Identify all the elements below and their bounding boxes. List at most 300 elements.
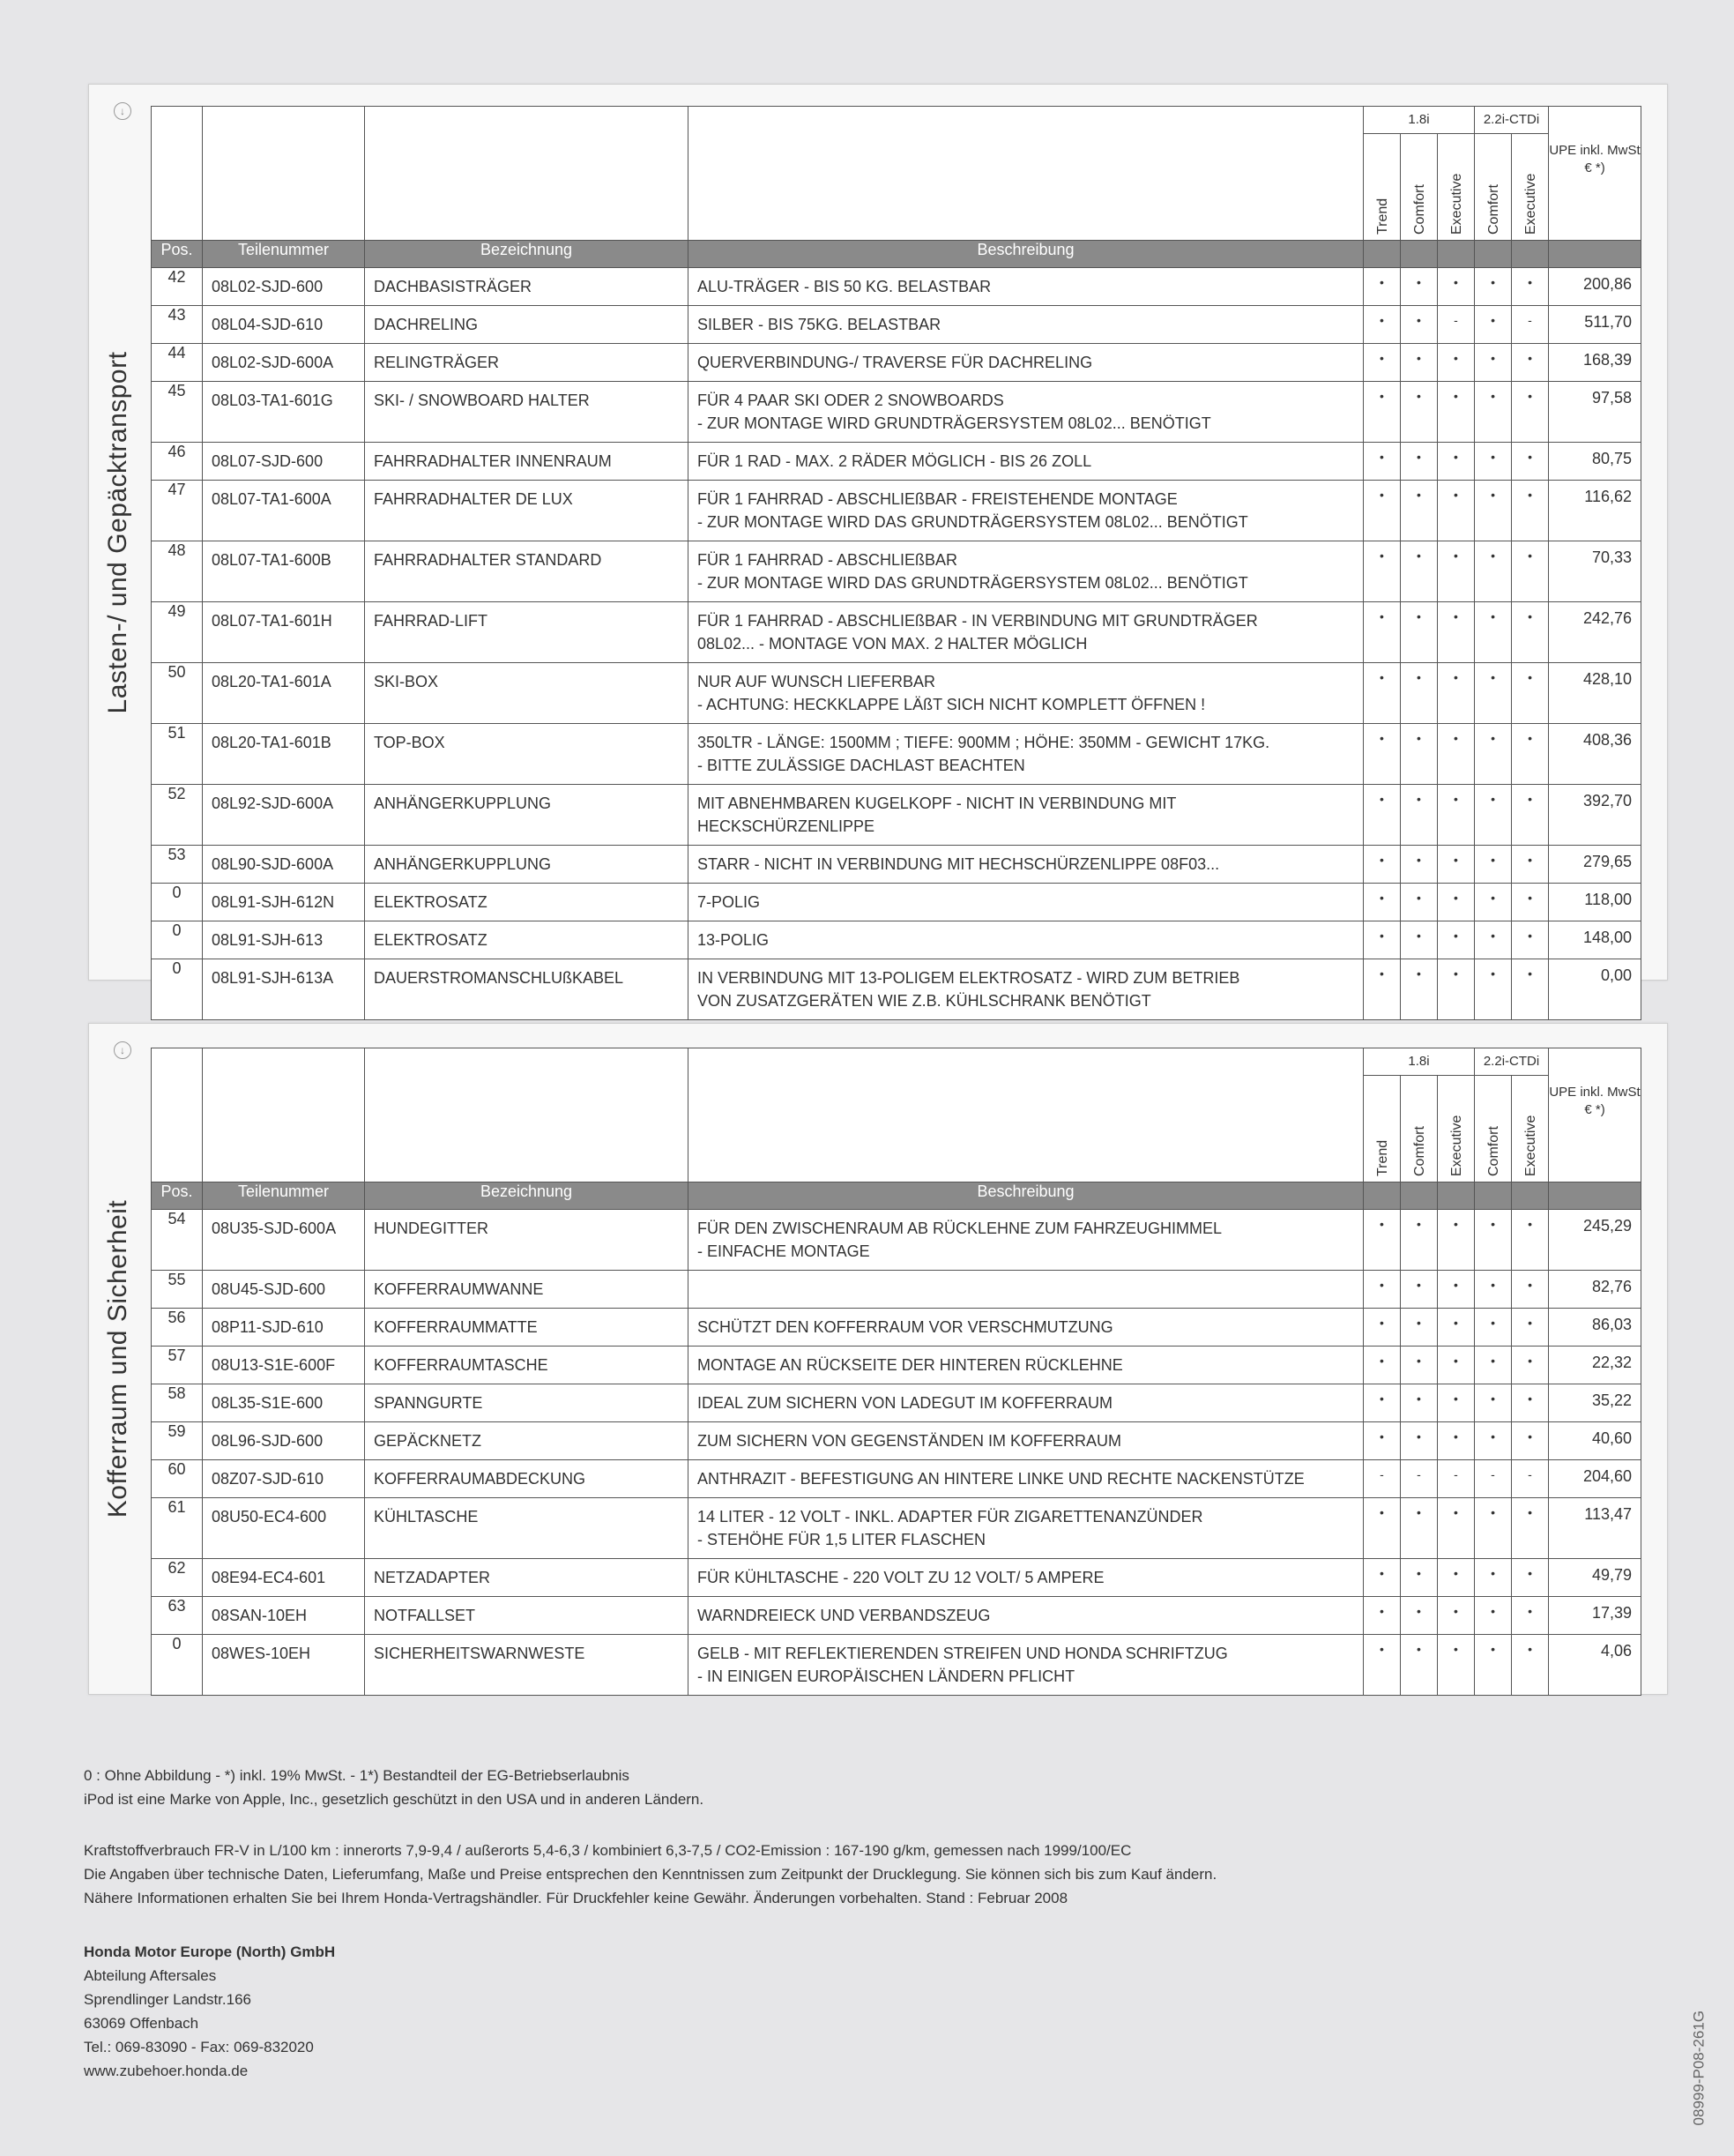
availability-mark: •: [1401, 1422, 1438, 1460]
table-row: [152, 344, 1641, 382]
availability-mark: •: [1512, 1384, 1549, 1422]
pos-cell: 54: [152, 1210, 203, 1271]
variant-label: Comfort: [1485, 1126, 1501, 1176]
availability-mark: •: [1401, 724, 1438, 785]
pos-cell: 57: [152, 1347, 203, 1384]
availability-mark: •: [1364, 884, 1401, 921]
designation-cell: FAHRRADHALTER STANDARD: [365, 541, 688, 602]
variant-label: Comfort: [1411, 1126, 1427, 1176]
table-row: [152, 1271, 1641, 1309]
availability-mark: •: [1401, 268, 1438, 306]
availability-mark: •: [1438, 1559, 1475, 1597]
availability-mark: •: [1438, 884, 1475, 921]
part-number-cell: 08L02-SJD-600: [203, 268, 365, 306]
price-cell: 113,47: [1549, 1498, 1641, 1559]
part-number-cell: 08P11-SJD-610: [203, 1309, 365, 1347]
availability-mark: •: [1401, 846, 1438, 884]
availability-mark: •: [1475, 724, 1512, 785]
price-header: UPE inkl. MwSt € *): [1549, 1048, 1641, 1182]
table-row: [152, 1498, 1641, 1559]
description-cell: FÜR 4 PAAR SKI ODER 2 SNOWBOARDS - ZUR MONTAGE WIRD GRUNDTRÄGERSYSTEM 08L02... BENÖTIGT: [688, 382, 1364, 443]
pos-cell: 52: [152, 785, 203, 846]
part-number-cell: 08L91-SJH-612N: [203, 884, 365, 921]
price-cell: 35,22: [1549, 1384, 1641, 1422]
availability-mark: •: [1475, 1347, 1512, 1384]
availability-mark: •: [1438, 1347, 1475, 1384]
availability-mark: •: [1401, 1210, 1438, 1271]
availability-mark: •: [1438, 1498, 1475, 1559]
pos-cell: 46: [152, 443, 203, 481]
availability-mark: •: [1512, 785, 1549, 846]
price-cell: 279,65: [1549, 846, 1641, 884]
description-cell: 14 LITER - 12 VOLT - INKL. ADAPTER FÜR ZIGARETTENANZÜNDER - STEHÖHE FÜR 1,5 LITER FLASCHEN: [688, 1498, 1364, 1559]
availability-mark: •: [1438, 602, 1475, 663]
availability-mark: •: [1475, 785, 1512, 846]
designation-cell: KÜHLTASCHE: [365, 1498, 688, 1559]
availability-mark: •: [1438, 1271, 1475, 1309]
pos-cell: 43: [152, 306, 203, 344]
description-cell: FÜR DEN ZWISCHENRAUM AB RÜCKLEHNE ZUM FAHRZEUGHIMMEL - EINFACHE MONTAGE: [688, 1210, 1364, 1271]
designation-cell: DAUERSTROMANSCHLUßKABEL: [365, 959, 688, 1020]
engine-group-label: 1.8i: [1364, 107, 1475, 134]
description-cell: FÜR 1 FAHRRAD - ABSCHLIEßBAR - IN VERBINDUNG MIT GRUNDTRÄGER 08L02... - MONTAGE VON MAX. 2 HALTER MÖGLICH: [688, 602, 1364, 663]
availability-mark: •: [1475, 481, 1512, 541]
column-header: Bezeichnung: [365, 241, 688, 268]
table-row: [152, 382, 1641, 443]
pos-cell: 63: [152, 1597, 203, 1635]
description-cell: IDEAL ZUM SICHERN VON LADEGUT IM KOFFERRAUM: [688, 1384, 1364, 1422]
availability-mark: •: [1364, 306, 1401, 344]
designation-cell: DACHBASISTRÄGER: [365, 268, 688, 306]
availability-mark: •: [1438, 663, 1475, 724]
section-card-transport: [88, 84, 1668, 1010]
company-name: Honda Motor Europe (North) GmbH: [84, 1943, 336, 1960]
table-row: [152, 921, 1641, 959]
availability-mark: •: [1364, 846, 1401, 884]
availability-mark: •: [1364, 443, 1401, 481]
availability-mark: •: [1364, 602, 1401, 663]
description-cell: 7-POLIG: [688, 884, 1364, 921]
designation-cell: SKI-BOX: [365, 663, 688, 724]
part-number-cell: 08WES-10EH: [203, 1635, 365, 1696]
availability-mark: •: [1401, 1271, 1438, 1309]
availability-mark: -: [1512, 306, 1549, 344]
availability-mark: •: [1475, 959, 1512, 1020]
pos-cell: 0: [152, 1635, 203, 1696]
pos-cell: 59: [152, 1422, 203, 1460]
availability-mark: •: [1438, 846, 1475, 884]
price-cell: 408,36: [1549, 724, 1641, 785]
availability-mark: •: [1401, 344, 1438, 382]
part-number-cell: 08U13-S1E-600F: [203, 1347, 365, 1384]
availability-mark: •: [1475, 921, 1512, 959]
table-row: [152, 663, 1641, 724]
designation-cell: ANHÄNGERKUPPLUNG: [365, 785, 688, 846]
table-row: [152, 1210, 1641, 1271]
part-number-cell: 08U35-SJD-600A: [203, 1210, 365, 1271]
availability-mark: -: [1438, 306, 1475, 344]
availability-mark: •: [1475, 602, 1512, 663]
availability-mark: •: [1512, 1309, 1549, 1347]
contact-phone: Tel.: 069-83090 - Fax: 069-832020: [84, 2039, 314, 2055]
description-cell: ZUM SICHERN VON GEGENSTÄNDEN IM KOFFERRAUM: [688, 1422, 1364, 1460]
pos-cell: 45: [152, 382, 203, 443]
availability-mark: •: [1438, 785, 1475, 846]
price-cell: 82,76: [1549, 1271, 1641, 1309]
column-header: Bezeichnung: [365, 1182, 688, 1210]
designation-cell: DACHRELING: [365, 306, 688, 344]
price-cell: 242,76: [1549, 602, 1641, 663]
availability-mark: •: [1401, 306, 1438, 344]
price-cell: 428,10: [1549, 663, 1641, 724]
company-address: [84, 1940, 335, 2083]
designation-cell: KOFFERRAUMABDECKUNG: [365, 1460, 688, 1498]
part-number-cell: 08U45-SJD-600: [203, 1271, 365, 1309]
document-number: 08999-P08-261G: [1690, 2011, 1707, 2126]
pos-cell: 42: [152, 268, 203, 306]
availability-mark: •: [1364, 1347, 1401, 1384]
table-head: [152, 107, 1641, 268]
availability-mark: -: [1364, 1460, 1401, 1498]
parts-table: [151, 1048, 1641, 1696]
table-row: [152, 785, 1641, 846]
table-body: [152, 1210, 1641, 1696]
website-link[interactable]: www.zubehoer.honda.de: [84, 2063, 249, 2079]
pos-cell: 53: [152, 846, 203, 884]
table-row: [152, 602, 1641, 663]
column-header: Beschreibung: [688, 241, 1364, 268]
availability-mark: •: [1364, 344, 1401, 382]
availability-mark: •: [1438, 268, 1475, 306]
availability-mark: •: [1512, 344, 1549, 382]
part-number-cell: 08L03-TA1-601G: [203, 382, 365, 443]
table-row: [152, 443, 1641, 481]
description-cell: FÜR KÜHLTASCHE - 220 VOLT ZU 12 VOLT/ 5 AMPERE: [688, 1559, 1364, 1597]
price-cell: 392,70: [1549, 785, 1641, 846]
availability-mark: •: [1512, 1635, 1549, 1696]
part-number-cell: 08L91-SJH-613: [203, 921, 365, 959]
availability-mark: •: [1475, 1210, 1512, 1271]
availability-mark: •: [1438, 1384, 1475, 1422]
table-row: [152, 481, 1641, 541]
availability-mark: •: [1364, 268, 1401, 306]
availability-mark: •: [1438, 1309, 1475, 1347]
part-number-cell: 08L20-TA1-601A: [203, 663, 365, 724]
description-cell: MIT ABNEHMBAREN KUGELKOPF - NICHT IN VERBINDUNG MIT HECKSCHÜRZENLIPPE: [688, 785, 1364, 846]
section-card-security: [88, 1023, 1668, 1695]
designation-cell: KOFFERRAUMMATTE: [365, 1309, 688, 1347]
pos-cell: 51: [152, 724, 203, 785]
pos-cell: 0: [152, 959, 203, 1020]
designation-cell: FAHRRADHALTER DE LUX: [365, 481, 688, 541]
availability-mark: •: [1512, 1559, 1549, 1597]
pos-cell: 47: [152, 481, 203, 541]
table-row: [152, 846, 1641, 884]
availability-mark: •: [1475, 306, 1512, 344]
legal-notes: [84, 1839, 1217, 1910]
availability-mark: •: [1512, 1271, 1549, 1309]
availability-mark: •: [1475, 663, 1512, 724]
table-row: [152, 1384, 1641, 1422]
availability-mark: •: [1512, 1597, 1549, 1635]
pos-cell: 49: [152, 602, 203, 663]
variant-label: Comfort: [1411, 184, 1427, 235]
availability-mark: •: [1401, 602, 1438, 663]
footnote: 0 : Ohne Abbildung - *) inkl. 19% MwSt. - 1*) Bestandteil der EG-Betriebserlaubnis: [84, 1767, 629, 1784]
column-header: Teilenummer: [203, 1182, 365, 1210]
part-number-cell: 08U50-EC4-600: [203, 1498, 365, 1559]
variant-label: Trend: [1374, 198, 1390, 235]
table-row: [152, 268, 1641, 306]
availability-mark: •: [1401, 663, 1438, 724]
designation-cell: KOFFERRAUMTASCHE: [365, 1347, 688, 1384]
table-row: [152, 959, 1641, 1020]
description-cell: FÜR 1 FAHRRAD - ABSCHLIEßBAR - FREISTEHENDE MONTAGE - ZUR MONTAGE WIRD DAS GRUNDTRÄGERSYSTEM 08L02... BENÖTIGT: [688, 481, 1364, 541]
availability-mark: •: [1438, 443, 1475, 481]
availability-mark: •: [1475, 846, 1512, 884]
designation-cell: ELEKTROSATZ: [365, 884, 688, 921]
availability-mark: •: [1401, 443, 1438, 481]
parts-table: [151, 106, 1641, 1020]
availability-mark: •: [1438, 481, 1475, 541]
availability-mark: •: [1364, 1597, 1401, 1635]
price-cell: 86,03: [1549, 1309, 1641, 1347]
availability-mark: •: [1475, 1635, 1512, 1696]
availability-mark: •: [1512, 1422, 1549, 1460]
variant-label: Executive: [1522, 173, 1538, 235]
price-cell: 70,33: [1549, 541, 1641, 602]
pos-cell: 61: [152, 1498, 203, 1559]
pos-cell: 58: [152, 1384, 203, 1422]
designation-cell: SKI- / SNOWBOARD HALTER: [365, 382, 688, 443]
description-cell: MONTAGE AN RÜCKSEITE DER HINTEREN RÜCKLEHNE: [688, 1347, 1364, 1384]
availability-mark: •: [1512, 846, 1549, 884]
column-header-row: [152, 1182, 1641, 1210]
availability-mark: •: [1475, 1498, 1512, 1559]
availability-mark: •: [1401, 382, 1438, 443]
table-row: [152, 884, 1641, 921]
part-number-cell: 08L35-S1E-600: [203, 1384, 365, 1422]
availability-mark: •: [1475, 1384, 1512, 1422]
price-header: UPE inkl. MwSt € *): [1549, 107, 1641, 241]
section-title: Kofferraum und Sicherheit: [102, 1199, 132, 1518]
price-cell: 80,75: [1549, 443, 1641, 481]
column-header: Pos.: [152, 241, 203, 268]
price-cell: 204,60: [1549, 1460, 1641, 1498]
variant-label: Executive: [1448, 1115, 1464, 1176]
footnote: iPod ist eine Marke von Apple, Inc., gesetzlich geschützt in den USA und in anderen Ländern.: [84, 1791, 704, 1808]
price-cell: 245,29: [1549, 1210, 1641, 1271]
column-header: Teilenummer: [203, 241, 365, 268]
availability-mark: •: [1364, 1635, 1401, 1696]
designation-cell: NETZADAPTER: [365, 1559, 688, 1597]
part-number-cell: 08L96-SJD-600: [203, 1422, 365, 1460]
availability-mark: •: [1364, 724, 1401, 785]
availability-mark: •: [1512, 959, 1549, 1020]
designation-cell: GEPÄCKNETZ: [365, 1422, 688, 1460]
availability-mark: •: [1438, 382, 1475, 443]
availability-mark: •: [1512, 1347, 1549, 1384]
availability-mark: •: [1364, 1559, 1401, 1597]
table-row: [152, 541, 1641, 602]
price-cell: 511,70: [1549, 306, 1641, 344]
availability-mark: •: [1364, 663, 1401, 724]
part-number-cell: 08L07-TA1-601H: [203, 602, 365, 663]
description-cell: 350LTR - LÄNGE: 1500MM ; TIEFE: 900MM ; HÖHE: 350MM - GEWICHT 17KG. - BITTE ZULÄSSIGE DACHLAST BEACHTEN: [688, 724, 1364, 785]
availability-mark: •: [1438, 921, 1475, 959]
part-number-cell: 08L02-SJD-600A: [203, 344, 365, 382]
availability-mark: -: [1475, 1460, 1512, 1498]
availability-mark: •: [1512, 921, 1549, 959]
description-cell: FÜR 1 RAD - MAX. 2 RÄDER MÖGLICH - BIS 26 ZOLL: [688, 443, 1364, 481]
availability-mark: •: [1512, 1210, 1549, 1271]
pos-cell: 48: [152, 541, 203, 602]
table-head: [152, 1048, 1641, 1210]
column-header: Beschreibung: [688, 1182, 1364, 1210]
description-cell: QUERVERBINDUNG-/ TRAVERSE FÜR DACHRELING: [688, 344, 1364, 382]
availability-mark: •: [1475, 1559, 1512, 1597]
availability-mark: -: [1512, 1460, 1549, 1498]
description-cell: IN VERBINDUNG MIT 13-POLIGEM ELEKTROSATZ - WIRD ZUM BETRIEB VON ZUSATZGERÄTEN WIE Z.B. KÜHLSCHRANK BENÖTIGT: [688, 959, 1364, 1020]
availability-mark: •: [1401, 921, 1438, 959]
availability-mark: •: [1475, 382, 1512, 443]
price-cell: 97,58: [1549, 382, 1641, 443]
description-cell: STARR - NICHT IN VERBINDUNG MIT HECHSCHÜRZENLIPPE 08F03...: [688, 846, 1364, 884]
footnotes: [84, 1764, 703, 1811]
availability-mark: •: [1401, 785, 1438, 846]
section-title: Lasten-/ und Gepäcktransport: [102, 351, 132, 713]
part-number-cell: 08L07-TA1-600B: [203, 541, 365, 602]
description-cell: ANTHRAZIT - BEFESTIGUNG AN HINTERE LINKE UND RECHTE NACKENSTÜTZE: [688, 1460, 1364, 1498]
availability-mark: •: [1438, 1422, 1475, 1460]
availability-mark: •: [1364, 1422, 1401, 1460]
table-row: [152, 1635, 1641, 1696]
table-row: [152, 1422, 1641, 1460]
part-number-cell: 08Z07-SJD-610: [203, 1460, 365, 1498]
availability-mark: •: [1364, 1384, 1401, 1422]
availability-mark: •: [1364, 785, 1401, 846]
description-cell: NUR AUF WUNSCH LIEFERBAR - ACHTUNG: HECKKLAPPE LÄßT SICH NICHT KOMPLETT ÖFFNEN !: [688, 663, 1364, 724]
disclaimer: Nähere Informationen erhalten Sie bei Ihrem Honda-Vertragshändler. Für Druckfehler keine Gewähr. Änderungen vorbehalten. Stand : Februar 2008: [84, 1890, 1068, 1906]
availability-mark: •: [1438, 541, 1475, 602]
table-row: [152, 1347, 1641, 1384]
price-cell: 40,60: [1549, 1422, 1641, 1460]
info-icon: ↓: [114, 1041, 131, 1059]
availability-mark: •: [1475, 344, 1512, 382]
pos-cell: 60: [152, 1460, 203, 1498]
designation-cell: HUNDEGITTER: [365, 1210, 688, 1271]
part-number-cell: 08L20-TA1-601B: [203, 724, 365, 785]
availability-mark: •: [1512, 724, 1549, 785]
price-cell: 148,00: [1549, 921, 1641, 959]
pos-cell: 44: [152, 344, 203, 382]
pos-cell: 62: [152, 1559, 203, 1597]
availability-mark: •: [1364, 1271, 1401, 1309]
availability-mark: •: [1401, 1309, 1438, 1347]
availability-mark: •: [1438, 344, 1475, 382]
availability-mark: •: [1438, 724, 1475, 785]
pos-cell: 56: [152, 1309, 203, 1347]
availability-mark: •: [1475, 1271, 1512, 1309]
availability-mark: •: [1512, 884, 1549, 921]
price-cell: 4,06: [1549, 1635, 1641, 1696]
table-row: [152, 1460, 1641, 1498]
table-row: [152, 1597, 1641, 1635]
pos-cell: 55: [152, 1271, 203, 1309]
designation-cell: ANHÄNGERKUPPLUNG: [365, 846, 688, 884]
availability-mark: •: [1438, 1597, 1475, 1635]
engine-group-label: 2.2i-CTDi: [1475, 1048, 1549, 1076]
designation-cell: SPANNGURTE: [365, 1384, 688, 1422]
availability-mark: •: [1512, 443, 1549, 481]
availability-mark: •: [1401, 1498, 1438, 1559]
availability-mark: •: [1475, 443, 1512, 481]
description-cell: ALU-TRÄGER - BIS 50 KG. BELASTBAR: [688, 268, 1364, 306]
availability-mark: •: [1364, 921, 1401, 959]
column-header-row: [152, 241, 1641, 268]
price-cell: 49,79: [1549, 1559, 1641, 1597]
price-cell: 22,32: [1549, 1347, 1641, 1384]
designation-cell: KOFFERRAUMWANNE: [365, 1271, 688, 1309]
engine-group-label: 1.8i: [1364, 1048, 1475, 1076]
availability-mark: •: [1438, 959, 1475, 1020]
availability-mark: •: [1401, 1635, 1438, 1696]
availability-mark: •: [1364, 1210, 1401, 1271]
availability-mark: •: [1512, 481, 1549, 541]
description-cell: WARNDREIECK UND VERBANDSZEUG: [688, 1597, 1364, 1635]
table-row: [152, 724, 1641, 785]
part-number-cell: 08E94-EC4-601: [203, 1559, 365, 1597]
variant-label: Trend: [1374, 1139, 1390, 1176]
description-cell: FÜR 1 FAHRRAD - ABSCHLIEßBAR - ZUR MONTAGE WIRD DAS GRUNDTRÄGERSYSTEM 08L02... BENÖTIGT: [688, 541, 1364, 602]
disclaimer: Die Angaben über technische Daten, Lieferumfang, Maße und Preise entsprechen den Kenntnissen zum Zeitpunkt der Drucklegung. Sie können sich bis zum Kauf ändern.: [84, 1866, 1217, 1883]
availability-mark: •: [1438, 1635, 1475, 1696]
price-cell: 116,62: [1549, 481, 1641, 541]
availability-mark: •: [1512, 602, 1549, 663]
availability-mark: •: [1512, 268, 1549, 306]
address-line: 63069 Offenbach: [84, 2015, 199, 2032]
column-header: Pos.: [152, 1182, 203, 1210]
availability-mark: •: [1401, 541, 1438, 602]
address-line: Sprendlinger Landstr.166: [84, 1991, 251, 2008]
price-cell: 0,00: [1549, 959, 1641, 1020]
availability-mark: •: [1364, 541, 1401, 602]
variant-label: Comfort: [1485, 184, 1501, 235]
availability-mark: •: [1364, 481, 1401, 541]
address-line: Abteilung Aftersales: [84, 1967, 217, 1984]
price-cell: 17,39: [1549, 1597, 1641, 1635]
designation-cell: ELEKTROSATZ: [365, 921, 688, 959]
description-cell: SILBER - BIS 75KG. BELASTBAR: [688, 306, 1364, 344]
availability-mark: •: [1475, 1309, 1512, 1347]
availability-mark: •: [1401, 959, 1438, 1020]
part-number-cell: 08L91-SJH-613A: [203, 959, 365, 1020]
part-number-cell: 08L07-TA1-600A: [203, 481, 365, 541]
part-number-cell: 08L07-SJD-600: [203, 443, 365, 481]
fuel-consumption: Kraftstoffverbrauch FR-V in L/100 km : innerorts 7,9-9,4 / außerorts 5,4-6,3 / kombiniert 6,3-7,5 / CO2-Emission : 167-190 g/km, gemessen nach 1999/100/EC: [84, 1842, 1132, 1859]
engine-group-label: 2.2i-CTDi: [1475, 107, 1549, 134]
variant-label: Executive: [1448, 173, 1464, 235]
pos-cell: 50: [152, 663, 203, 724]
info-icon: ↓: [114, 102, 131, 120]
variant-label: Executive: [1522, 1115, 1538, 1176]
part-number-cell: 08L92-SJD-600A: [203, 785, 365, 846]
description-cell: 13-POLIG: [688, 921, 1364, 959]
availability-mark: •: [1475, 541, 1512, 602]
availability-mark: -: [1438, 1460, 1475, 1498]
availability-mark: •: [1401, 1347, 1438, 1384]
availability-mark: •: [1475, 884, 1512, 921]
